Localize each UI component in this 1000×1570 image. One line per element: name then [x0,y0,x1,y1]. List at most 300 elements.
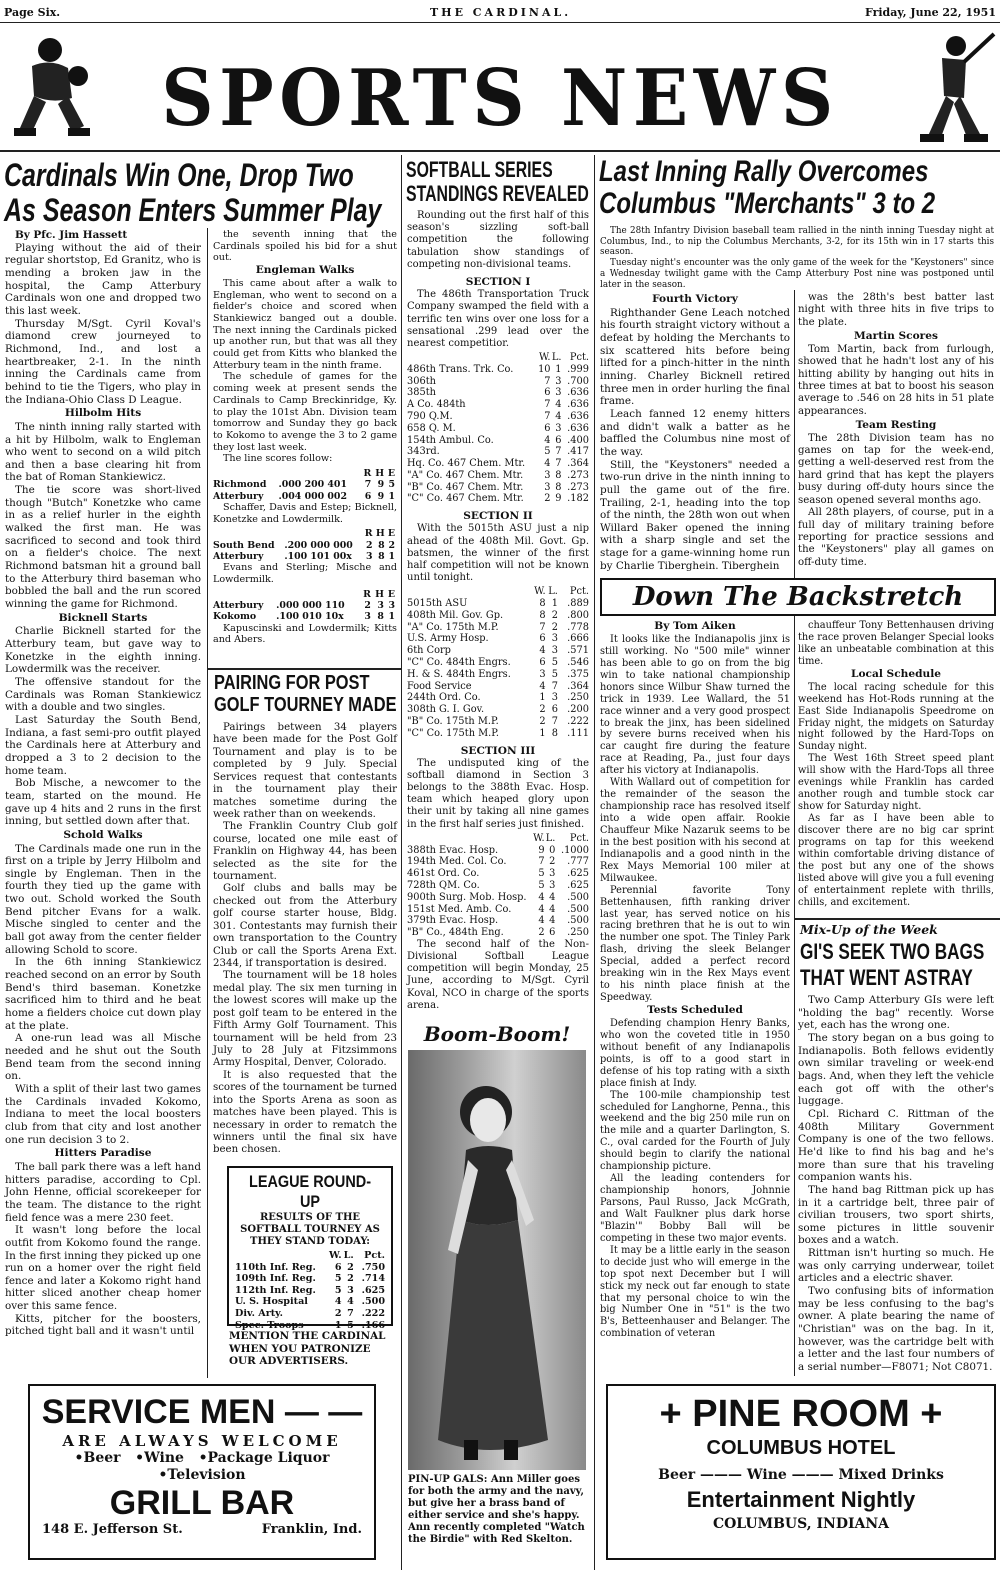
paragraph: All 28th players, of course, put in a full day of military training before reporting for practice sessions and the "Keystoners" play all games on off-duty time. [798,507,994,568]
pinup-title: Boom-Boom! [423,1022,571,1046]
ad-grill-city: Franklin, Ind. [261,1522,362,1537]
paragraph: The West 16th Street speed plant will show with the Hard-Tops all three evenings while Franklin has carded another rough and tumble stock car show for Saturday night. [798,753,994,813]
standings-value: .500 [567,903,589,915]
line-score-blank [276,589,361,600]
team-name: "A" Co. 175th M.P. [407,621,499,633]
paragraph: The story began on a bus going to Indianapolis. Both fellows evidently own similar traveling or week-end bags. And, when they left the vehicle each got off with the other's luggage. [798,1031,994,1108]
rhe-header: H [375,588,384,600]
paragraph: The tie score was short-lived though "Butch" Konetzke who came in as a relief hurler in the eighth walked the first man. He was sacrificed to second and took third on a fielder's choice. The next Richmond batsman hit a ground ball to the Atterbury third baseman who bobbled the ball and the run scored winning the game for Richmond. [5,484,201,611]
standings-header-cell: W. [533,832,545,844]
standings-value: 4 [549,903,556,915]
team-name: "B" Co. 467 Chem. Mtr. [407,481,524,493]
standings-value: 6 [544,422,551,434]
ad-grill-bar [28,1384,376,1560]
standings-header-cell: Pct. [364,1250,385,1261]
paragraph: The ninth inning rally started with a hit by Hilbolm, walk to Engleman who went to second on a wild pitch and then a base clearing hit from the bat of Roman Stankiewicz. [5,420,201,484]
rhe-value: 1 [388,611,395,623]
standings-row [235,1262,385,1274]
standings-row [407,482,589,494]
standings-row [407,458,589,470]
rhe-value: 3 [388,599,395,611]
team-name: 461st Ord. Co. [407,868,480,880]
paragraph: Righthander Gene Leach notched his fourth straight victory without a defeat by holding the Merchants to six scattered hits before being lifted for a pinch-hitter in the ninth inning. Charley Bicknell retired three men in order hurling the final frame. [600,306,790,408]
team-name: "C" Co. 467 Chem. Mtr. [407,493,524,505]
standings-value: 6 [551,704,558,716]
team-name: H. & S. 484th Engrs. [407,668,511,680]
team-name: 110th Inf. Reg. [235,1261,316,1273]
golf-top-rule [208,668,401,670]
paragraph: It wasn't long before the local outfit from Kokomo found the range. In the first inning they picked up one run on a homer over the right field fence and later a Kokomo right hand hitter sliced another cheap homer over this same fence. [5,1224,201,1313]
standings-value: .500 [567,915,589,927]
standings-row [407,446,589,458]
rhe-header: H [375,528,385,540]
team-name: 154th Ambul. Co. [407,434,494,446]
rhe-header: E [387,588,395,600]
standings-value: 7 [538,856,545,868]
team-name: 728th QM. Co. [407,879,480,891]
cardinals-byline: By Pfc. Jim Hassett [15,229,128,241]
standings-row [407,622,589,634]
standings-value: 5 [538,879,545,891]
bags-kicker: Mix-Up of the Week [800,922,938,937]
team-name: 112th Inf. Reg. [235,1284,316,1296]
standings-header-cell: W. [539,352,551,364]
inning-runs: .004 000 002 [278,490,347,502]
standings-value: .636 [567,422,589,434]
ad-grill-name: GRILL BAR [109,1484,295,1522]
standings-value: .750 [361,1261,385,1273]
standings-value: .636 [567,399,589,411]
paragraph: The tournament will be 18 holes medal play. The six men turning in the lowest scores will make up the post golf team to be entered in the Fifth Army Golf Tournament. This tournament will be held from 23 July to 28 July at Fitzsimmons Army Hospital, Denver, Colorado. [213,970,397,1069]
standings-value: 4 [538,891,545,903]
ad-grill-line1: SERVICE MEN — — [41,1393,363,1431]
team-name: "B" Co. 175th M.P. [407,715,499,727]
standings-value: .546 [567,657,589,669]
standings-value: 2 [539,715,546,727]
line-score-blank [284,528,363,539]
ad-pine-drinks: Beer ——— Wine ——— Mixed Drinks [658,1467,944,1483]
pinup-photo [408,1050,586,1470]
team-name: U.S. Army Hosp. [407,633,489,645]
subhead: Schold Walks [63,828,143,841]
standings-row [407,610,589,622]
team-name: 343rd. [407,446,440,458]
standings-header-row [235,1250,385,1262]
subhead: Hitters Paradise [54,1147,152,1160]
paragraph: The 28th Division team has no games on tap for the week-end, getting a well-deserved rest from the hard grind that has kept the players busy during off-duty hours since the season opened several months ago. [798,432,994,506]
standings-value: 4 [538,903,545,915]
standings-value: .222 [361,1307,385,1319]
ad-pine-name: + PINE ROOM + [659,1393,943,1435]
standings-value: 3 [555,387,562,399]
paragraph: Thursday M/Sgt. Cyril Koval's diamond crew journeyed to Richmond, Ind., and lost a heartbreaker, 2-1. In the ninth inning the Cardinals came from behind to tie the Tigers, who play in the Indiana-Ohio Class D League. [5,317,201,406]
standings-header-cell: L. [548,586,558,598]
masthead-rule [0,150,1000,152]
standings-value: .417 [567,446,589,458]
standings-value: .700 [567,375,589,387]
paragraph: It may be a little early in the season to decide just who will emerge in the top spot next December but I will stick my neck out far enough to state that my personal choice to win the big Number One in "51" is the two B's, Betteenhauser and Belanger. The combination of veteran [600,1244,790,1340]
team-name: 379th Evac. Hosp. [407,915,499,927]
golf-body [213,722,397,1157]
inning-runs: .000 200 401 [278,479,347,491]
paragraph: It looks like the Indianapolis jinx is still working. No "500 mile" winner has been able to go on from the big win to take national championship honors since Wilbur Shaw turned the trick in 1939. Lee Wallard, the 51 race winner and a very good prospect to break the jinx, has been sidelined by severe burns received when his car caught fire during the feature race at Reading, Pa., just four days after his victory at Indianapolis. [600,633,790,777]
line-score-blank [213,468,278,479]
standings-value: 7 [544,410,551,422]
standings-value: 5 [551,668,558,680]
standings-value: 1 [539,727,546,739]
inning-runs: .200 000 000 [284,539,353,551]
paragraph: The 100-mile championship test scheduled for Langhorne, Penna., this weekend and the big 250 mile run on the mile and a quarter Darlington, S. C., oval carded for the Fourth of July should begin to clarify the national championship picture. [600,1089,790,1173]
cardinals-column-2 [213,229,397,646]
standings-value: 2 [334,1307,342,1319]
line-score-table [213,528,397,562]
standings-value: 1 [539,692,546,704]
standings-header-cell: W. [328,1250,342,1261]
team-name: "A" Co. 467 Chem. Mtr. [407,469,524,481]
column-rule-1 [207,228,208,1378]
paragraph: Leach fanned 12 enemy hitters and didn't walk a batter as he baffled the Columbus nine most of the way. [600,407,790,458]
rhe-value: 3 [377,599,384,611]
paragraph: In the 6th inning Stankiewicz reached second on an error by South Bend's third baseman. Konetzke sacrificed him to third and he beat home a fielders choice cut down play at the plate. [5,956,201,1032]
standings-value: 8 [555,481,562,493]
paragraph: The Franklin Country Club golf course, located one mile east of Franklin on Highway 44, has been selected as the site for the tournament. [213,821,397,883]
standings-row [407,399,589,411]
standings-value: 4 [555,410,562,422]
standings-value: .273 [567,469,589,481]
paragraph: The schedule of games for the coming week at present sends the Cardinals to Camp Breckinridge, Ky. to play the 101st Abn. Division team tomorrow and Sunday they go back to Kokomo to avenge the 3 to 2 game they lost last week. [213,371,397,453]
inning-runs: .100 101 00x [284,550,352,562]
team-name: 658 Q. M. [407,422,456,434]
standings-value: .273 [567,481,589,493]
team-name: 109th Inf. Reg. [235,1273,316,1285]
backstretch-split-rule [794,616,795,1376]
line-score-table [213,468,397,502]
section-title: SECTION II [463,510,533,523]
standings-value: 5 [551,657,558,669]
standings-value: .200 [567,704,589,716]
rally-headline-2: Columbus "Merchants" 3 to 2 [599,187,936,220]
rhe-value: 2 [365,539,373,551]
paragraph: Tuesday night's encounter was the only game of the week for the "Keystoners" since a Wednesday twilight game with the Camp Atterbury Post nine was postponed until later in the season. [600,258,994,290]
line-score-row [213,611,397,622]
standings-row [407,411,589,423]
standings-row [407,470,589,482]
bags-body [798,994,994,1374]
standings-row [407,915,589,927]
standings-value: 1 [551,598,558,610]
standings-row [407,856,589,868]
team-name: Hq. Co. 467 Chem. Mtr. [407,458,526,470]
rhe-value: 5 [388,479,395,491]
ad-grill-address: 148 E. Jefferson St. [42,1522,183,1537]
column-rule-2 [401,155,402,1570]
standings-value: 6 [544,387,551,399]
ad-grill-line2: ARE ALWAYS WELCOME [62,1432,342,1450]
paragraph: Cpl. Richard C. Rittman of the 408th Military Government Company is one of the two fellows. He'd like to find his bag and he's more than sure that his traveling companion wants his. [798,1107,994,1184]
team-name: 900th Surg. Mob. Hosp. [407,891,527,903]
bags-headline-2: THAT WENT ASTRAY [800,965,973,990]
rhe-value: 3 [364,611,371,623]
paragraph: A one-run lead was all Mische needed and he shut out the South Bend team from the second inning on. [5,1032,201,1083]
subhead: Hilbolm Hits [64,407,142,420]
ad-pine-hotel: COLUMBUS HOTEL [706,1437,896,1459]
issue-date: Friday, June 22, 1951 [864,6,996,19]
standings-value: 8 [551,727,558,739]
standings-row [407,364,589,376]
column-rule-3 [594,155,595,1570]
standings-value: 5 [334,1273,342,1285]
standings-value: 2 [551,621,558,633]
standings-value: 4 [555,399,562,411]
standings-row [407,598,589,610]
ad-pine-entertainment: Entertainment Nightly [686,1487,916,1512]
paragraph: Two confusing bits of information may be less confusing to the bag's owner. A plate bearing the name of "Christian" was on the bag. In it, however, was the cartridge belt with a letter and the last four numbers of a serial number—F8071; Not C8071. [798,1285,994,1374]
standings-value: .111 [567,727,589,739]
standings-header-blank [235,1250,327,1262]
standings-value: 2 [347,1273,354,1285]
ad-grill-items: •Beer •Wine •Package Liquor [74,1450,330,1466]
standings-value: 4 [538,915,545,927]
standings-value: .666 [567,633,589,645]
rhe-value: 9 [377,479,385,491]
rhe-value: 2 [364,599,371,611]
rally-column-left [600,292,790,572]
paragraph: Defending champion Henry Banks, who won the coveted title in 1950 without benefit of any Indianapolis points, is off to a good start in defense of his top rating with a sixth place finish at Indy. [600,1017,790,1089]
paragraph: was the 28th's best batter last night with three hits in five trips to the plate. [798,292,994,328]
standings-value: 3 [544,481,551,493]
section-intro: With the 5015th ASU just a nip ahead of the 408th Mil. Govt. Gp. batsmen, the winner of the first half competition will not be known until tonight. [407,523,589,584]
standings-value: 2 [538,927,545,939]
line-score-row [213,491,397,502]
rhe-header: R [364,528,373,540]
standings-header-row [407,586,589,598]
paragraph: It is also requested that the scores of the tournament be turned into the Sports Arena as soon as matches have been played. This is necessary in order to rematch the winners until the final six have been chosen. [213,1069,397,1156]
team-name: A Co. 484th [407,399,466,411]
team-name: 151st Med. Amb. Co. [407,903,512,915]
standings-table [407,833,589,939]
team-name: 408th Mil. Gov. Gp. [407,609,504,621]
batter-figure [906,28,996,146]
bags-top-rule [795,918,1000,920]
team-name: South Bend [213,539,275,551]
paragraph: The 28th Infantry Division baseball team rallied in the ninth inning Tuesday night at Columbus, Ind., to nip the Columbus Merchants, 3-2, for its 15th win in 17 starts this season. [600,226,994,258]
paragraph: Perennial favorite Tony Bettenhausen, fifth ranking driver last year, has served notice on his racing brethren that he is out to win the number one spot. The Tinley Park flash, driving the sleek Belanger Special, added a perfect record breaking win in the Rex Mays event to his ninth place finish at the Speedway. [600,884,790,1004]
standings-value: 5 [334,1284,342,1296]
standings-row [407,681,589,693]
standings-value: 6 [555,434,562,446]
standings-value: 10 [538,363,551,375]
standings-row [235,1273,385,1285]
backstretch-byline: By Tom Aiken [654,620,736,632]
standings-value: .636 [567,410,589,422]
section-intro: The undisputed king of the softball diamond in Section 3 belongs to the 388th Evac. Hosp. team which heaped glory upon their unit by taking all nine games in the first half series just finished. [407,757,589,830]
league-table [235,1250,385,1331]
standings-value: 3 [555,422,562,434]
inning-runs: .000 000 110 [276,599,345,611]
standings-value: 5 [544,446,551,458]
standings-row [407,657,589,669]
standings-row [407,892,589,904]
standings-value: 7 [555,446,562,458]
rally-column-right [798,292,994,569]
standings-value: 0 [549,844,556,856]
standings-value: 6 [334,1261,342,1273]
standings-row [407,376,589,388]
standings-header-row [407,833,589,845]
standings-value: 3 [544,469,551,481]
paragraph: The line scores follow: [223,453,333,465]
rhe-value: 1 [388,490,395,502]
standings-value: .778 [567,621,589,633]
rhe-value: 8 [377,611,384,623]
rhe-value: 9 [377,490,385,502]
standings-value: 5 [538,868,545,880]
paragraph: Playing without the aid of their regular shortstop, Ed Granitz, who is mending a broken jaw in the hospital, the Camp Atterbury Cardinals won one and dropped two this last week. [5,241,201,317]
standings-value: 4 [334,1296,342,1308]
standings-value: 1 [334,1319,342,1331]
rhe-value: 7 [364,479,372,491]
standings-header-cell: L. [343,1250,354,1261]
team-name: 308th G. I. Gov. [407,704,485,716]
standings-value: .364 [567,458,589,470]
paragraph: Rittman isn't hurting so much. He was only carrying underwear, toilet articles and a electric shaver. [798,1247,994,1285]
standings-value: 3 [347,1284,354,1296]
line-score-blank [278,468,361,479]
rhe-value: 2 [388,539,395,551]
team-name: "C" Co. 484th Engrs. [407,657,511,669]
paragraph: Kitts, pitcher for the boosters, pitched tight ball and it wasn't until [5,1312,201,1338]
line-score-row [213,600,397,611]
paragraph: Pairings between 34 players have been made for the Post Golf Tournament and play is to be completed by 9 July. Special Services request that contestants in the tournament play their matches sometime during the week rather than on weekends. [213,722,397,820]
standings-header-blank [407,833,533,845]
team-name: Atterbury [213,599,264,611]
standings-value: .636 [567,387,589,399]
rhe-value: 3 [365,550,373,562]
standings-value: 9 [555,493,562,505]
standings-value: 4 [549,891,556,903]
standings-table [407,352,589,505]
golf-headline-2: GOLF TOURNEY MADE [214,694,397,716]
standings-value: 4 [544,434,551,446]
pinup-caption: PIN-UP GALS: Ann Miller goes for both the army and the navy, but give her a brass band of either service and she's happy. Ann recently completed "Watch the Birdie" with Red Skelton. [408,1474,585,1545]
bags-headline-1: GI'S SEEK TWO BAGS [800,939,985,964]
standings-header-row [407,352,589,364]
paragraph: All the leading contenders for championship honors, Johnnie Parsons, Paul Russo, Jack McGrath, and Walt Faulkner plus dark horse "Blazin'" Bobby Ball will be competing in these two major events. [600,1173,790,1244]
standings-value: 3 [551,692,558,704]
paragraph: This came about after a walk to Engleman, who went to second on a fielder's choice and scored when Stankiewicz banged out a double. The next inning the Cardinals picked up another run, but that was all they could get from Kitts who blanked the Atterbury team in the ninth frame. [213,277,397,371]
team-name: Richmond [213,479,267,491]
standings-value: 2 [549,856,556,868]
team-name: Div. Arty. [235,1307,283,1319]
line-score-row [213,551,397,562]
standings-row [235,1296,385,1308]
team-name: "C" Co. 175th M.P. [407,727,499,739]
team-name: 306th [407,375,436,387]
team-name: 194th Med. Col. Co. [407,856,507,868]
golf-headline-1: PAIRING FOR POST [214,672,370,694]
standings-value: 7 [551,715,558,727]
top-rule [0,22,1000,23]
standings-header-blank [407,586,532,598]
softball-outro: The second half of the Non-Divisional Softball League competition will begin Monday, 25 June, according to M/Sgt. Cyril Koval, NCO in charge of the sports arena. [407,938,589,1011]
standings-value: 7 [544,375,551,387]
pinup-box [406,1022,588,1554]
page-label: Page Six. [4,6,61,19]
standings-value: 4 [549,915,556,927]
subhead: Engleman Walks [255,264,355,277]
standings-row [407,845,589,857]
standings-value: 8 [555,469,562,481]
standings-value: 9 [538,844,545,856]
standings-value: 1 [555,363,562,375]
standings-table [407,586,589,739]
standings-value: .625 [567,879,589,891]
standings-value: .375 [567,668,589,680]
standings-row [407,704,589,716]
standings-header-cell: W. [534,586,546,598]
standings-row [407,645,589,657]
standings-value: 7 [347,1307,354,1319]
standings-row [407,868,589,880]
rally-split-rule [794,290,795,580]
paragraph: The ball park there was a left hand hitters paradise, according to Cpl. John Henne, official scorekeeper for the team. The distance to the right field fence was a mere 230 feet. [5,1160,201,1224]
paragraph: Still, the "Keystoners" needed a two-run drive in the ninth inning to pull the game out of the fire. Trailing, 2-1, heading into the top of the ninth, the 28th won out when Willard Baker opened the inning with a sharp single and set the stage for a game-winning home run by Charlie Tiberghein. Tiberghein [600,458,790,572]
subhead: Fourth Victory [652,293,738,305]
paragraph: The Cardinals made one run in the first on a triple by Jerry Hilbolm and single by Engleman. Then in the fourth they tied up the game with two out. Schold worked the South Bend pitcher Evans for a walk. Mische singled to center and the ball got away from the center fielder allowing Schold to score. [5,842,201,956]
standings-value: 7 [544,399,551,411]
rhe-header: E [387,468,395,480]
section-title: SPORTS NEWS [161,53,839,144]
standings-value: 7 [539,621,546,633]
league-title: LEAGUE ROUND-UP [248,1172,372,1211]
team-name: Atterbury [213,490,264,502]
paragraph: the seventh inning that the Cardinals spoiled his bid for a shut out. [213,229,397,264]
team-name: 5015th ASU [407,598,468,610]
standings-value: .800 [567,609,589,621]
backstretch-headline: Down The Backstretch [632,582,964,612]
standings-value: .250 [567,927,589,939]
cardinals-headline-1: Cardinals Win One, Drop Two [4,157,354,193]
standings-value: .364 [567,680,589,692]
standings-value: .889 [567,598,589,610]
subhead: Local Schedule [851,667,941,680]
ad-pine-room [606,1384,996,1560]
softball-intro: Rounding out the first half of this season's sizzling soft-ball competition the following tabulation show standings of competing non-divisional teams. [407,210,589,270]
mention-notice: MENTION THE CARDINAL WHEN YOU PATRONIZE OUR ADVERTISERS. [229,1330,386,1368]
standings-value: 3 [551,633,558,645]
standings-value: 6 [539,657,546,669]
team-name: U. S. Hospital [235,1296,308,1308]
standings-value: 4 [347,1296,354,1308]
standings-row [235,1285,385,1297]
standings-row [407,669,589,681]
team-name: 388th Evac. Hosp. [407,844,499,856]
inning-runs: .100 010 10x [276,611,344,623]
standings-value: .500 [361,1296,385,1308]
standings-value: 2 [539,704,546,716]
standings-value: 4 [539,645,546,657]
league-roundup-box [227,1166,393,1331]
team-name: 244th Ord. Co. [407,692,481,704]
standings-value: 3 [549,868,556,880]
batteries: Kapuscinski and Lowdermilk; Kitts and Abers. [213,622,397,646]
league-subtitle: RESULTS OF THE SOFTBALL TOURNEY AS THEY STAND TODAY: [240,1212,380,1247]
rally-headline-1: Last Inning Rally Overcomes [599,155,929,188]
standings-value: .714 [361,1273,385,1285]
section-title: SECTION I [465,275,531,288]
standings-value: .222 [567,715,589,727]
standings-header-cell: Pct. [569,832,589,844]
